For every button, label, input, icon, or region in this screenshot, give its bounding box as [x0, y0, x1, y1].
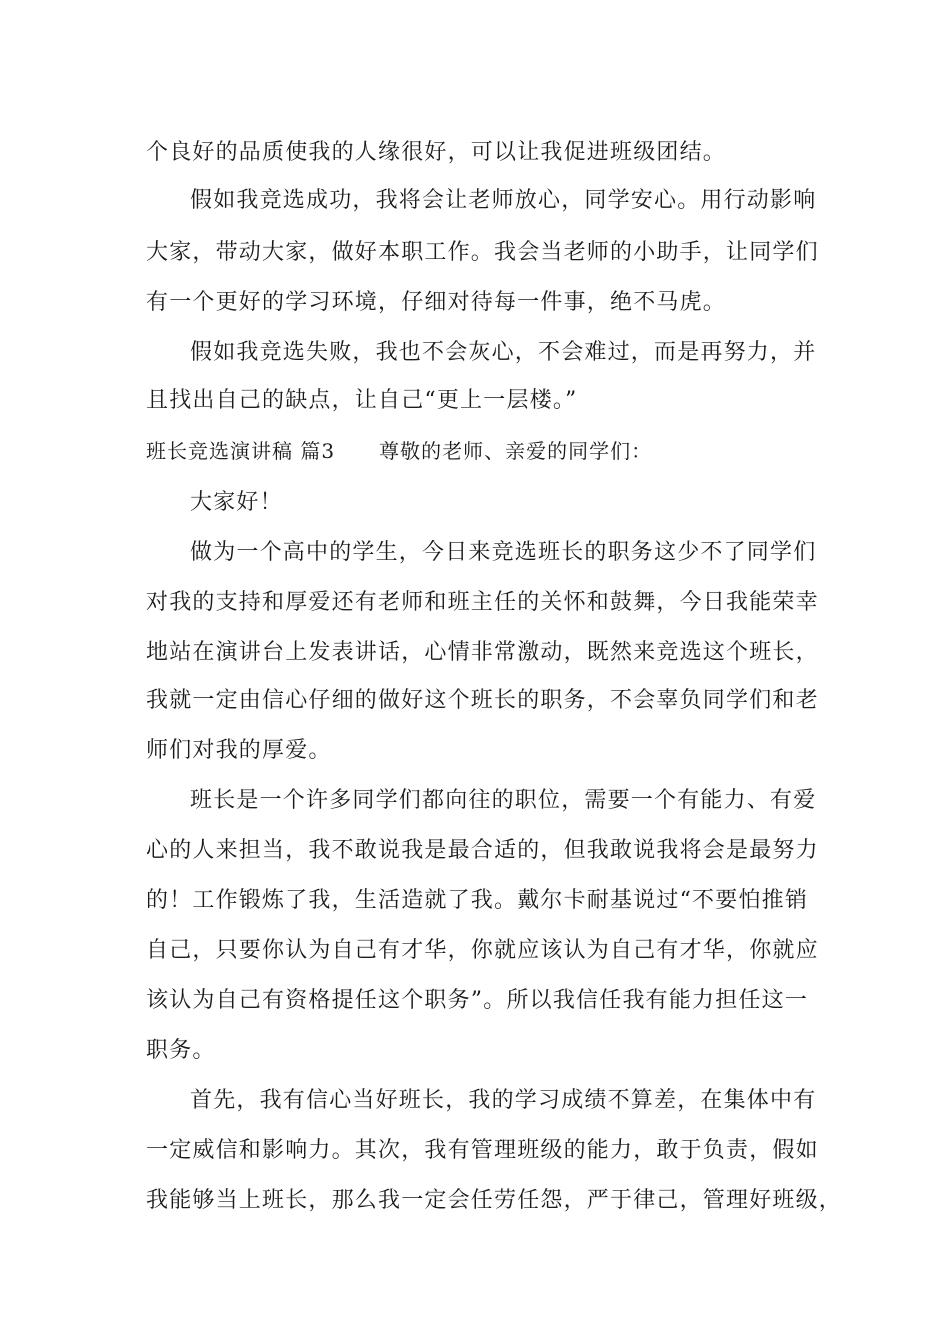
text-line: 假如我竞选失败，我也不会灰心，不会难过，而是再努力，并 — [190, 340, 817, 365]
text-line: 有一个更好的学习环境，仔细对待每一件事，绝不马虎。 — [146, 290, 727, 315]
text-line: 自己，只要你认为自己有才华，你就应该认为自己有才华，你就应 — [146, 938, 819, 963]
text-line: 个良好的品质使我的人缘很好，可以让我促进班级团结。 — [146, 140, 727, 165]
text-line: 大家好！ — [190, 490, 283, 515]
text-line: 该认为自己有资格提任这个职务”。所以我信任我有能力担任这一 — [146, 988, 809, 1013]
text-line: 假如我竞选成功，我将会让老师放心，同学安心。用行动影响 — [190, 188, 817, 213]
text-line: 我就一定由信心仔细的做好这个班长的职务，不会辜负同学们和老 — [146, 688, 819, 713]
text-line: 对我的支持和厚爱还有老师和班主任的关怀和鼓舞，今日我能荣幸 — [146, 590, 819, 615]
text-line: 一定威信和影响力。其次，我有管理班级的能力，敢于负责，假如 — [146, 1138, 819, 1163]
section-title: 班长竞选演讲稿 篇3 — [146, 439, 336, 463]
section-heading — [146, 436, 826, 466]
text-line: 且找出自己的缺点，让自己“更上一层楼。” — [146, 388, 578, 413]
text-line: 地站在演讲台上发表讲话，心情非常激动，既然来竞选这个班长， — [146, 640, 819, 665]
text-line: 的！工作锻炼了我，生活造就了我。戴尔卡耐基说过“不要怕推销 — [146, 888, 809, 913]
text-line: 大家，带动大家，做好本职工作。我会当老师的小助手，让同学们 — [146, 240, 819, 265]
text-line: 做为一个高中的学生，今日来竞选班长的职务这少不了同学们 — [190, 540, 817, 565]
text-line: 职务。 — [146, 1038, 216, 1063]
text-line: 师们对我的厚爱。 — [146, 738, 332, 763]
text-line: 我能够当上班长，那么我一定会任劳任怨，严于律己，管理好班级， — [146, 1188, 843, 1213]
text-line: 班长是一个许多同学们都向往的职位，需要一个有能力、有爱 — [190, 788, 817, 813]
salutation: 尊敬的老师、亲爱的同学们： — [379, 439, 653, 463]
text-line: 首先，我有信心当好班长，我的学习成绩不算差，在集体中有 — [190, 1088, 817, 1113]
text-line: 心的人来担当，我不敢说我是最合适的，但我敢说我将会是最努力 — [146, 838, 819, 863]
